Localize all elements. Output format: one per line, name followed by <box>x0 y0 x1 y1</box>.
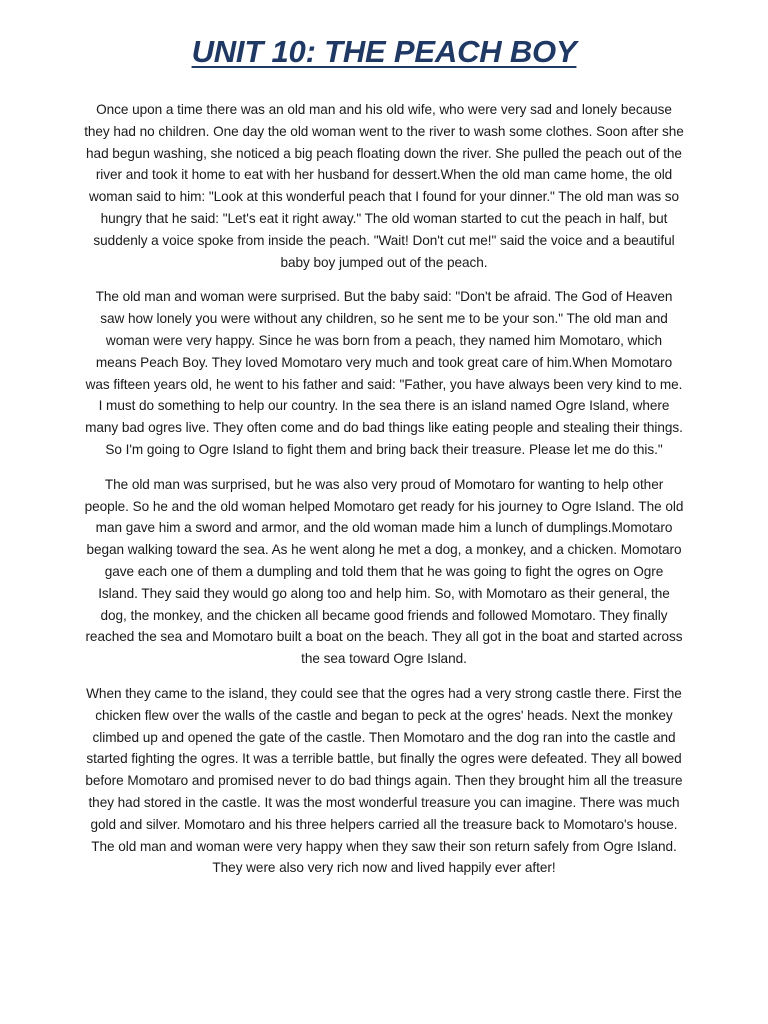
page-title: UNIT 10: THE PEACH BOY <box>191 34 577 69</box>
story-paragraph-2: The old man and woman were surprised. But the baby said: "Don't be afraid. The God of Heaven saw how lonely you were without any children, so he sent me to be your son." The old man and woman were very happy. Since he was born from a peach, they named him Momotaro, which means Peach Boy. They loved Momotaro very much and took great care of him.When Momotaro was fifteen years old, he went to his father and said: "Father, you have always been very kind to me. I must do something to help our country. In the sea there is an island named Ogre Island, where many bad ogres live. They often come and do bad things like eating people and stealing their things. So I'm going to Ogre Island to fight them and bring back their treasure. Please let me do this." <box>85 289 683 457</box>
story-paragraph-3: The old man was surprised, but he was also very proud of Momotaro for wanting to help other people. So he and the old woman helped Momotaro get ready for his journey to Ogre Island. The old man gave him a sword and armor, and the old woman made him a lunch of dumplings.Momotaro began walking toward the sea. As he went along he met a dog, a monkey, and a chicken. Momotaro gave each one of them a dumpling and told them that he was going to fight the ogres on Ogre Island. They said they would go along too and help him. So, with Momotaro as their general, the dog, the monkey, and the chicken all became good friends and followed Momotaro. They finally reached the sea and Momotaro built a boat on the beach. They all got in the boat and started across the sea toward Ogre Island. <box>84 476 684 667</box>
story-paragraph-4: When they came to the island, they could see that the ogres had a very strong castle there. First the chicken flew over the walls of the castle and began to peck at the ogres' heads. Next the monkey climbed up and opened the gate of the castle. Then Momotaro and the dog ran into the castle and started fighting the ogres. It was a terrible battle, but finally the ogres were defeated. They all bowed before Momotaro and promised never to do bad things again. Then they brought him all the treasure they had stored in the castle. It was the most wonderful treasure you can imagine. There was much gold and silver. Momotaro and his three helpers carried all the treasure back to Momotaro's house. The old man and woman were very happy when they saw their son return safely from Ogre Island. They were also very rich now and lived happily ever after! <box>85 685 683 876</box>
story-paragraph-1: Once upon a time there was an old man and his old wife, who were very sad and lonely because they had no children. One day the old woman went to the river to wash some clothes. Soon after she had begun washing, she noticed a big peach floating down the river. She pulled the peach out of the river and took it home to eat with her husband for dessert.When the old man came home, the old woman said to him: "Look at this wonderful peach that I found for your dinner." The old man was so hungry that he said: "Let's eat it right away." The old woman started to cut the peach in half, but suddenly a voice spoke from inside the peach. "Wait! Don't cut me!" said the voice and a beautiful baby boy jumped out of the peach. <box>84 102 684 270</box>
